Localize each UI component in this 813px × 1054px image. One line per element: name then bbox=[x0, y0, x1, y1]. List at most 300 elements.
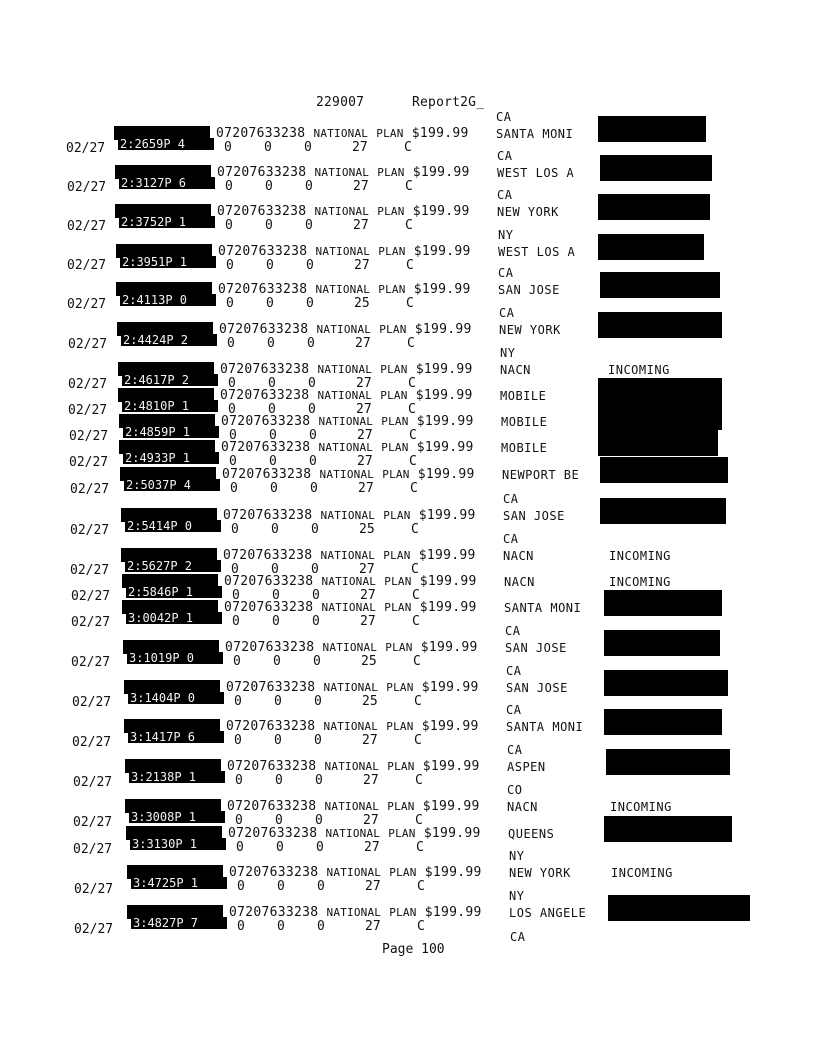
state-code: CA bbox=[507, 743, 523, 757]
state-code: CA bbox=[503, 532, 519, 546]
plan-label: PLAN bbox=[383, 549, 411, 562]
phone-number: 07207633238 bbox=[226, 680, 316, 695]
call-time: 3:4725P 1 bbox=[131, 877, 227, 889]
plan-name: NATIONAL bbox=[326, 866, 382, 879]
plan-label: PLAN bbox=[389, 906, 417, 919]
plan-label: PLAN bbox=[388, 827, 416, 840]
redaction-block bbox=[606, 749, 730, 775]
counter-c1: 0 bbox=[228, 402, 236, 417]
call-date: 02/27 bbox=[68, 337, 108, 352]
phone-number: 07207633238 bbox=[223, 548, 313, 563]
call-date: 02/27 bbox=[71, 655, 111, 670]
counter-c5: C bbox=[408, 402, 416, 417]
redaction-block bbox=[600, 272, 720, 298]
location-city: SANTA MONI bbox=[496, 127, 574, 141]
counter-c5: C bbox=[414, 694, 422, 709]
counters-line bbox=[225, 179, 425, 195]
counter-c5: C bbox=[405, 218, 413, 233]
price: $199.99 bbox=[415, 388, 473, 403]
counter-c1: 0 bbox=[237, 879, 245, 894]
call-time: 2:2659P 4 bbox=[118, 138, 214, 150]
plan-name: NATIONAL bbox=[317, 389, 373, 402]
counter-c3: 0 bbox=[312, 614, 320, 629]
plan-name: NATIONAL bbox=[320, 509, 376, 522]
redaction-block bbox=[604, 670, 728, 696]
call-time: 3:1404P 0 bbox=[128, 692, 224, 704]
counter-c4: 27 bbox=[360, 588, 376, 603]
phone-number: 07207633238 bbox=[218, 244, 308, 259]
phone-number: 07207633238 bbox=[218, 282, 308, 297]
call-note: INCOMING bbox=[611, 866, 673, 880]
call-date: 02/27 bbox=[69, 455, 109, 470]
counter-c1: 0 bbox=[230, 481, 238, 496]
counter-c2: 0 bbox=[272, 588, 280, 603]
counter-c5: C bbox=[408, 376, 416, 391]
counter-c2: 0 bbox=[265, 179, 273, 194]
counters-line bbox=[237, 879, 437, 895]
phone-number: 07207633238 bbox=[221, 414, 311, 429]
service-line bbox=[217, 204, 470, 219]
redaction-block bbox=[598, 312, 722, 338]
counters-line bbox=[231, 522, 431, 538]
counters-line bbox=[234, 733, 434, 749]
location-city: SAN JOSE bbox=[498, 283, 560, 297]
plan-name: NATIONAL bbox=[321, 575, 377, 588]
plan-label: PLAN bbox=[380, 389, 408, 402]
counter-c1: 0 bbox=[229, 428, 237, 443]
counter-c4: 27 bbox=[362, 733, 378, 748]
location-city: WEST LOS A bbox=[497, 166, 575, 180]
call-note: INCOMING bbox=[609, 549, 671, 563]
counter-c4: 27 bbox=[356, 402, 372, 417]
counter-c1: 0 bbox=[234, 694, 242, 709]
plan-label: PLAN bbox=[384, 601, 412, 614]
state-code: CA bbox=[503, 492, 519, 506]
state-code: CA bbox=[506, 703, 522, 717]
redaction-block bbox=[600, 155, 712, 181]
counter-c4: 27 bbox=[356, 376, 372, 391]
call-note: INCOMING bbox=[608, 363, 670, 377]
counter-c5: C bbox=[411, 522, 419, 537]
phone-number: 07207633238 bbox=[229, 905, 319, 920]
call-date: 02/27 bbox=[73, 842, 113, 857]
counter-c5: C bbox=[417, 879, 425, 894]
price: $199.99 bbox=[424, 905, 482, 920]
counter-c2: 0 bbox=[275, 813, 283, 828]
call-time: 2:3752P 1 bbox=[119, 216, 215, 228]
plan-label: PLAN bbox=[377, 205, 405, 218]
counter-c4: 27 bbox=[360, 614, 376, 629]
state-code: CO bbox=[507, 783, 523, 797]
call-time: 2:4933P 1 bbox=[123, 452, 219, 464]
location-city: WEST LOS A bbox=[498, 245, 576, 259]
counter-c2: 0 bbox=[269, 428, 277, 443]
counter-c5: C bbox=[412, 588, 420, 603]
counter-c3: 0 bbox=[307, 336, 315, 351]
service-line bbox=[216, 126, 469, 141]
location-city: ASPEN bbox=[507, 760, 546, 774]
call-date: 02/27 bbox=[71, 615, 111, 630]
phone-number: 07207633238 bbox=[217, 204, 307, 219]
call-date: 02/27 bbox=[70, 482, 110, 497]
price: $199.99 bbox=[412, 204, 470, 219]
counter-c4: 27 bbox=[363, 773, 379, 788]
call-time: 3:4827P 7 bbox=[131, 917, 227, 929]
counters-line bbox=[225, 218, 425, 234]
counter-c1: 0 bbox=[234, 733, 242, 748]
redaction-block bbox=[598, 430, 718, 456]
plan-name: NATIONAL bbox=[315, 283, 371, 296]
counter-c2: 0 bbox=[266, 258, 274, 273]
counters-line bbox=[227, 336, 427, 352]
counters-line bbox=[230, 481, 430, 497]
counter-c2: 0 bbox=[269, 454, 277, 469]
plan-label: PLAN bbox=[381, 441, 409, 454]
counter-c5: C bbox=[409, 454, 417, 469]
counter-c2: 0 bbox=[274, 733, 282, 748]
redaction-block bbox=[608, 895, 750, 921]
location-city: QUEENS bbox=[508, 827, 555, 841]
counter-c3: 0 bbox=[316, 840, 324, 855]
location-city: MOBILE bbox=[501, 441, 548, 455]
counter-c5: C bbox=[404, 140, 412, 155]
call-time: 2:5037P 4 bbox=[124, 479, 220, 491]
counter-c5: C bbox=[415, 773, 423, 788]
counter-c4: 27 bbox=[352, 140, 368, 155]
service-line bbox=[227, 759, 480, 774]
call-date: 02/27 bbox=[71, 589, 111, 604]
price: $199.99 bbox=[419, 574, 477, 589]
counter-c3: 0 bbox=[308, 376, 316, 391]
counter-c2: 0 bbox=[270, 481, 278, 496]
phone-number: 07207633238 bbox=[222, 467, 312, 482]
counter-c5: C bbox=[406, 258, 414, 273]
phone-number: 07207633238 bbox=[227, 759, 317, 774]
service-line bbox=[229, 865, 482, 880]
call-date: 02/27 bbox=[74, 882, 114, 897]
plan-label: PLAN bbox=[382, 468, 410, 481]
counter-c4: 27 bbox=[355, 336, 371, 351]
service-line bbox=[221, 414, 474, 429]
plan-name: NATIONAL bbox=[314, 205, 370, 218]
counter-c5: C bbox=[410, 481, 418, 496]
counter-c1: 0 bbox=[226, 296, 234, 311]
plan-name: NATIONAL bbox=[323, 681, 379, 694]
phone-number: 07207633238 bbox=[226, 719, 316, 734]
counter-c1: 0 bbox=[227, 336, 235, 351]
service-line bbox=[221, 440, 474, 455]
price: $199.99 bbox=[411, 126, 469, 141]
call-date: 02/27 bbox=[72, 695, 112, 710]
location-city: NACN bbox=[503, 549, 534, 563]
state-code: CA bbox=[497, 149, 513, 163]
price: $199.99 bbox=[416, 414, 474, 429]
call-date: 02/27 bbox=[68, 377, 108, 392]
service-line bbox=[229, 905, 482, 920]
counter-c1: 0 bbox=[226, 258, 234, 273]
counter-c5: C bbox=[414, 733, 422, 748]
redaction-block bbox=[600, 498, 726, 524]
call-time: 2:5627P 2 bbox=[125, 560, 221, 572]
price: $199.99 bbox=[420, 640, 478, 655]
phone-number: 07207633238 bbox=[217, 165, 307, 180]
phone-number: 07207633238 bbox=[224, 574, 314, 589]
counter-c5: C bbox=[406, 296, 414, 311]
call-date: 02/27 bbox=[66, 141, 106, 156]
plan-name: NATIONAL bbox=[320, 549, 376, 562]
counter-c5: C bbox=[415, 813, 423, 828]
report-name: Report2G_ bbox=[412, 95, 485, 110]
counter-c4: 27 bbox=[359, 562, 375, 577]
plan-name: NATIONAL bbox=[315, 245, 371, 258]
call-time: 3:3130P 1 bbox=[130, 838, 226, 850]
state-code: CA bbox=[499, 306, 515, 320]
plan-label: PLAN bbox=[380, 363, 408, 376]
counter-c5: C bbox=[416, 840, 424, 855]
trailing-state: CA bbox=[510, 930, 526, 944]
call-note: INCOMING bbox=[609, 575, 671, 589]
call-time: 3:1019P 0 bbox=[127, 652, 223, 664]
price: $199.99 bbox=[421, 680, 479, 695]
redaction-block bbox=[598, 404, 722, 430]
state-code: NY bbox=[498, 228, 514, 242]
call-date: 02/27 bbox=[73, 815, 113, 830]
plan-label: PLAN bbox=[389, 866, 417, 879]
report-id: 229007 bbox=[316, 95, 365, 110]
call-date: 02/27 bbox=[74, 922, 114, 937]
phone-number: 07207633238 bbox=[228, 826, 318, 841]
price: $199.99 bbox=[415, 362, 473, 377]
plan-name: NATIONAL bbox=[318, 441, 374, 454]
service-line bbox=[222, 467, 475, 482]
counters-line bbox=[234, 694, 434, 710]
location-city: NACN bbox=[504, 575, 535, 589]
call-time: 2:4859P 1 bbox=[123, 426, 219, 438]
call-time: 2:4113P 0 bbox=[120, 294, 216, 306]
counter-c3: 0 bbox=[317, 919, 325, 934]
counter-c3: 0 bbox=[315, 813, 323, 828]
redaction-block bbox=[598, 234, 704, 260]
phone-number: 07207633238 bbox=[219, 322, 309, 337]
state-code: NY bbox=[500, 346, 516, 360]
counter-c2: 0 bbox=[273, 654, 281, 669]
counter-c2: 0 bbox=[276, 840, 284, 855]
counter-c2: 0 bbox=[277, 919, 285, 934]
counter-c4: 27 bbox=[365, 879, 381, 894]
location-city: NEW YORK bbox=[497, 205, 559, 219]
counter-c5: C bbox=[412, 614, 420, 629]
counter-c2: 0 bbox=[271, 562, 279, 577]
location-city: SAN JOSE bbox=[505, 641, 567, 655]
counter-c4: 27 bbox=[357, 428, 373, 443]
call-date: 02/27 bbox=[67, 219, 107, 234]
counter-c4: 27 bbox=[353, 218, 369, 233]
counter-c4: 25 bbox=[362, 694, 378, 709]
counter-c2: 0 bbox=[264, 140, 272, 155]
counter-c3: 0 bbox=[308, 402, 316, 417]
phone-number: 07207633238 bbox=[227, 799, 317, 814]
plan-name: NATIONAL bbox=[325, 827, 381, 840]
price: $199.99 bbox=[423, 826, 481, 841]
counter-c4: 27 bbox=[357, 454, 373, 469]
state-code: CA bbox=[497, 188, 513, 202]
counter-c1: 0 bbox=[231, 522, 239, 537]
state-code: NY bbox=[509, 849, 525, 863]
plan-name: NATIONAL bbox=[318, 415, 374, 428]
price: $199.99 bbox=[424, 865, 482, 880]
counter-c3: 0 bbox=[314, 733, 322, 748]
plan-label: PLAN bbox=[381, 415, 409, 428]
redaction-block bbox=[604, 816, 732, 842]
service-line bbox=[218, 244, 471, 259]
call-time: 3:0042P 1 bbox=[126, 612, 222, 624]
call-date: 02/27 bbox=[67, 180, 107, 195]
price: $199.99 bbox=[422, 799, 480, 814]
phone-number: 07207633238 bbox=[220, 388, 310, 403]
service-line bbox=[223, 548, 476, 563]
call-date: 02/27 bbox=[67, 297, 107, 312]
counters-line bbox=[224, 140, 424, 156]
counter-c3: 0 bbox=[304, 140, 312, 155]
counter-c4: 27 bbox=[363, 813, 379, 828]
service-line bbox=[227, 799, 480, 814]
counter-c1: 0 bbox=[225, 179, 233, 194]
service-line bbox=[226, 680, 479, 695]
counters-line bbox=[235, 773, 435, 789]
call-note: INCOMING bbox=[610, 800, 672, 814]
counter-c5: C bbox=[413, 654, 421, 669]
phone-number: 07207633238 bbox=[220, 362, 310, 377]
plan-name: NATIONAL bbox=[326, 906, 382, 919]
counter-c3: 0 bbox=[310, 481, 318, 496]
plan-label: PLAN bbox=[376, 127, 404, 140]
counter-c5: C bbox=[409, 428, 417, 443]
price: $199.99 bbox=[417, 467, 475, 482]
counter-c3: 0 bbox=[306, 296, 314, 311]
location-city: NACN bbox=[500, 363, 531, 377]
location-city: NACN bbox=[507, 800, 538, 814]
counter-c4: 25 bbox=[359, 522, 375, 537]
counters-line bbox=[226, 296, 426, 312]
service-line bbox=[225, 640, 478, 655]
counters-line bbox=[237, 919, 437, 935]
counter-c3: 0 bbox=[315, 773, 323, 788]
location-city: SANTA MONI bbox=[506, 720, 584, 734]
call-time: 3:3008P 1 bbox=[129, 811, 225, 823]
service-line bbox=[224, 574, 477, 589]
plan-label: PLAN bbox=[387, 760, 415, 773]
service-line bbox=[217, 165, 470, 180]
redaction-block bbox=[598, 194, 710, 220]
counter-c3: 0 bbox=[311, 562, 319, 577]
counter-c3: 0 bbox=[313, 654, 321, 669]
call-time: 2:4810P 1 bbox=[122, 400, 218, 412]
state-code: CA bbox=[498, 266, 514, 280]
phone-number: 07207633238 bbox=[216, 126, 306, 141]
plan-label: PLAN bbox=[387, 800, 415, 813]
counter-c2: 0 bbox=[268, 402, 276, 417]
location-city: NEW YORK bbox=[499, 323, 561, 337]
counter-c1: 0 bbox=[237, 919, 245, 934]
redaction-block bbox=[598, 116, 706, 142]
price: $199.99 bbox=[418, 548, 476, 563]
counter-c4: 27 bbox=[364, 840, 380, 855]
plan-name: NATIONAL bbox=[313, 127, 369, 140]
counter-c4: 25 bbox=[354, 296, 370, 311]
counter-c2: 0 bbox=[265, 218, 273, 233]
call-date: 02/27 bbox=[73, 775, 113, 790]
counter-c5: C bbox=[405, 179, 413, 194]
redaction-block bbox=[604, 709, 722, 735]
service-line bbox=[223, 508, 476, 523]
location-city: SAN JOSE bbox=[503, 509, 565, 523]
counters-line bbox=[233, 654, 433, 670]
location-city: MOBILE bbox=[501, 415, 548, 429]
counter-c4: 27 bbox=[365, 919, 381, 934]
call-time: 2:5846P 1 bbox=[126, 586, 222, 598]
counter-c4: 27 bbox=[358, 481, 374, 496]
counter-c1: 0 bbox=[228, 376, 236, 391]
plan-name: NATIONAL bbox=[323, 720, 379, 733]
price: $199.99 bbox=[414, 322, 472, 337]
phone-number: 07207633238 bbox=[223, 508, 313, 523]
counter-c5: C bbox=[407, 336, 415, 351]
redaction-block bbox=[598, 378, 722, 404]
counter-c3: 0 bbox=[314, 694, 322, 709]
counters-line bbox=[232, 614, 432, 630]
counter-c3: 0 bbox=[306, 258, 314, 273]
price: $199.99 bbox=[413, 244, 471, 259]
plan-label: PLAN bbox=[383, 509, 411, 522]
counter-c2: 0 bbox=[274, 694, 282, 709]
plan-label: PLAN bbox=[378, 283, 406, 296]
counter-c3: 0 bbox=[305, 179, 313, 194]
counter-c4: 25 bbox=[361, 654, 377, 669]
counter-c3: 0 bbox=[305, 218, 313, 233]
plan-label: PLAN bbox=[385, 641, 413, 654]
plan-name: NATIONAL bbox=[319, 468, 375, 481]
state-code: CA bbox=[496, 110, 512, 124]
price: $199.99 bbox=[422, 759, 480, 774]
service-line bbox=[218, 282, 471, 297]
counter-c1: 0 bbox=[231, 562, 239, 577]
location-city: LOS ANGELE bbox=[509, 906, 587, 920]
counter-c3: 0 bbox=[311, 522, 319, 537]
plan-label: PLAN bbox=[386, 720, 414, 733]
call-date: 02/27 bbox=[67, 258, 107, 273]
counter-c1: 0 bbox=[225, 218, 233, 233]
plan-name: NATIONAL bbox=[316, 323, 372, 336]
redaction-block bbox=[600, 457, 728, 483]
plan-label: PLAN bbox=[379, 323, 407, 336]
price: $199.99 bbox=[413, 282, 471, 297]
counter-c5: C bbox=[417, 919, 425, 934]
location-city: NEWPORT BE bbox=[502, 468, 580, 482]
counter-c3: 0 bbox=[309, 428, 317, 443]
call-date: 02/27 bbox=[70, 523, 110, 538]
counter-c1: 0 bbox=[235, 813, 243, 828]
call-time: 2:4424P 2 bbox=[121, 334, 217, 346]
counter-c3: 0 bbox=[309, 454, 317, 469]
counter-c2: 0 bbox=[272, 614, 280, 629]
price: $199.99 bbox=[418, 508, 476, 523]
counter-c2: 0 bbox=[277, 879, 285, 894]
counter-c2: 0 bbox=[268, 376, 276, 391]
plan-label: PLAN bbox=[386, 681, 414, 694]
price: $199.99 bbox=[412, 165, 470, 180]
service-line bbox=[220, 388, 473, 403]
plan-name: NATIONAL bbox=[324, 800, 380, 813]
